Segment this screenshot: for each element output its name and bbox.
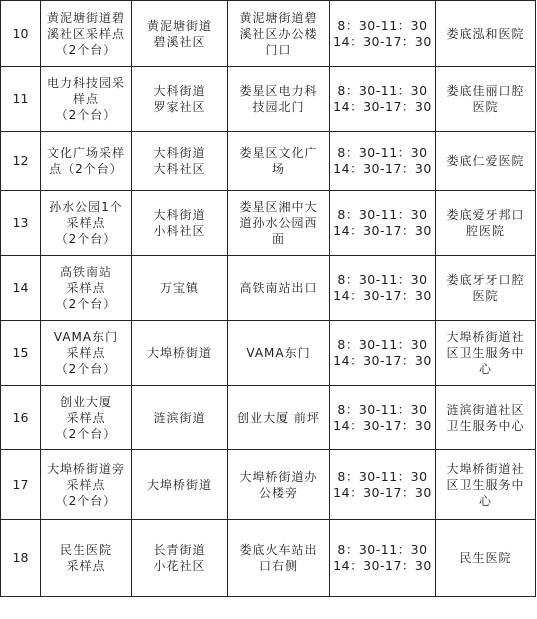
sampling-site-line: 高铁南站 bbox=[59, 265, 112, 279]
address-cell bbox=[228, 520, 330, 597]
sampling-site-line: 大埠桥街道旁 bbox=[46, 461, 125, 476]
table-row bbox=[1, 386, 536, 450]
time-line: 8：30-11：30 bbox=[337, 542, 428, 557]
sampling-site-line: （2个台） bbox=[55, 232, 117, 246]
sampling-site-line: （2个台） bbox=[55, 493, 117, 508]
sampling-site-line: 点（2个台） bbox=[49, 162, 123, 176]
sampling-site-line: （2个台） bbox=[55, 108, 117, 122]
community-cell bbox=[132, 191, 228, 256]
community-line: 大科社区 bbox=[153, 162, 206, 176]
sampling-site-cell bbox=[41, 132, 132, 191]
address-cell bbox=[228, 1, 330, 67]
sampling-site-line: 采样点 bbox=[66, 346, 106, 360]
sampling-site-cell bbox=[41, 520, 132, 597]
time-line: 14：30-17：30 bbox=[333, 417, 432, 433]
row-number-cell: 14 bbox=[1, 256, 41, 321]
community-line: 小科社区 bbox=[153, 224, 206, 238]
address-line: 黄泥塘街道碧 bbox=[239, 10, 318, 25]
address-line: 娄底火车站出 bbox=[239, 543, 318, 557]
time-cell bbox=[330, 1, 436, 67]
community-line: 大埠桥街道 bbox=[146, 477, 212, 492]
address-line: 娄星区电力科 bbox=[239, 84, 318, 98]
hospital-cell bbox=[436, 191, 536, 256]
time-line: 14：30-17：30 bbox=[333, 558, 432, 573]
row-number-cell: 10 bbox=[1, 1, 41, 67]
sampling-site-line: 采样点 bbox=[66, 410, 106, 425]
time-cell bbox=[330, 386, 436, 450]
time-cell bbox=[330, 67, 436, 132]
address-line: 公楼旁 bbox=[258, 485, 298, 500]
table-row bbox=[1, 256, 536, 321]
address-line: 场 bbox=[271, 162, 285, 176]
address-cell bbox=[228, 191, 330, 256]
time-line: 8：30-11：30 bbox=[337, 17, 428, 33]
community-cell bbox=[132, 1, 228, 67]
hospital-line: 心 bbox=[478, 362, 492, 376]
sampling-site-line: 采样点 bbox=[66, 477, 106, 492]
time-line: 8：30-11：30 bbox=[337, 401, 428, 417]
sampling-site-cell bbox=[41, 191, 132, 256]
community-cell bbox=[132, 520, 228, 597]
table-row bbox=[1, 132, 536, 191]
sampling-site-line: 创业大厦 bbox=[59, 394, 112, 409]
sampling-site-line: （2个台） bbox=[55, 362, 117, 376]
hospital-line: 大埠桥街道社 bbox=[446, 461, 525, 476]
hospital-cell bbox=[436, 1, 536, 67]
sampling-site-cell bbox=[41, 67, 132, 132]
sampling-site-line: 孙水公园1个 bbox=[49, 200, 123, 214]
sampling-site-line: （2个台） bbox=[55, 297, 117, 311]
sampling-site-line: （2个台） bbox=[55, 42, 117, 57]
hospital-line: 卫生服务中心 bbox=[446, 418, 525, 433]
time-line: 14：30-17：30 bbox=[333, 223, 432, 238]
address-line: 娄星区湘中大 bbox=[239, 200, 318, 214]
address-line: VAMA东门 bbox=[246, 346, 311, 360]
community-cell bbox=[132, 450, 228, 520]
row-number-cell: 13 bbox=[1, 191, 41, 256]
community-line: 涟滨街道 bbox=[153, 410, 206, 425]
sampling-site-line: 黄泥塘街道碧 bbox=[46, 10, 125, 25]
table-row bbox=[1, 450, 536, 520]
community-cell bbox=[132, 67, 228, 132]
sampling-site-line: 文化广场采样 bbox=[46, 146, 125, 160]
sampling-site-line: VAMA东门 bbox=[53, 330, 119, 344]
community-line: 黄泥塘街道 bbox=[146, 18, 212, 33]
sampling-site-line: 电力科技园采 bbox=[46, 76, 125, 90]
row-number-cell: 11 bbox=[1, 67, 41, 132]
hospital-line: 区卫生服务中 bbox=[446, 477, 525, 492]
time-cell bbox=[330, 450, 436, 520]
table-row bbox=[1, 520, 536, 597]
sampling-site-line: 民生医院 bbox=[59, 543, 112, 557]
sampling-site-cell bbox=[41, 321, 132, 386]
address-line: 溪社区办公楼 bbox=[239, 26, 318, 41]
address-cell bbox=[228, 321, 330, 386]
time-line: 14：30-17：30 bbox=[333, 99, 432, 114]
community-line: 大科街道 bbox=[153, 84, 206, 98]
hospital-cell bbox=[436, 256, 536, 321]
community-line: 万宝镇 bbox=[159, 281, 199, 295]
hospital-line: 大埠桥街道社 bbox=[446, 330, 525, 344]
hospital-line: 娄底泓和医院 bbox=[446, 26, 525, 41]
time-cell bbox=[330, 191, 436, 256]
community-cell bbox=[132, 256, 228, 321]
hospital-cell bbox=[436, 321, 536, 386]
address-line: 口右侧 bbox=[258, 559, 298, 573]
time-line: 8：30-11：30 bbox=[337, 337, 428, 352]
sampling-site-line: 溪社区采样点 bbox=[46, 26, 125, 41]
address-cell bbox=[228, 256, 330, 321]
address-cell bbox=[228, 67, 330, 132]
address-line: 娄星区文化广 bbox=[239, 146, 318, 160]
time-line: 8：30-11：30 bbox=[337, 145, 428, 160]
row-number-cell: 15 bbox=[1, 321, 41, 386]
hospital-line: 医院 bbox=[472, 289, 499, 303]
hospital-cell bbox=[436, 386, 536, 450]
hospital-cell bbox=[436, 67, 536, 132]
time-line: 8：30-11：30 bbox=[337, 468, 428, 484]
address-cell bbox=[228, 132, 330, 191]
hospital-line: 娄底爱牙邦口 bbox=[446, 208, 525, 222]
hospital-line: 区卫生服务中 bbox=[446, 346, 525, 360]
time-cell bbox=[330, 520, 436, 597]
address-line: 创业大厦 前坪 bbox=[237, 410, 320, 425]
row-number-cell: 18 bbox=[1, 520, 41, 597]
time-line: 14：30-17：30 bbox=[333, 288, 432, 303]
sampling-site-line: （2个台） bbox=[55, 426, 117, 441]
hospital-line: 腔医院 bbox=[465, 224, 505, 238]
sampling-site-cell bbox=[41, 450, 132, 520]
community-line: 大埠桥街道 bbox=[146, 346, 212, 360]
sampling-site-cell bbox=[41, 386, 132, 450]
address-line: 大埠桥街道办 bbox=[239, 469, 318, 484]
time-cell bbox=[330, 321, 436, 386]
community-line: 罗家社区 bbox=[153, 100, 206, 114]
hospital-line: 心 bbox=[478, 493, 492, 508]
row-number-cell: 17 bbox=[1, 450, 41, 520]
hospital-line: 民生医院 bbox=[459, 551, 512, 565]
sampling-site-line: 采样点 bbox=[66, 559, 106, 573]
table-row bbox=[1, 191, 536, 256]
hospital-line: 医院 bbox=[472, 100, 499, 114]
time-line: 8：30-11：30 bbox=[337, 207, 428, 222]
time-line: 14：30-17：30 bbox=[333, 484, 432, 500]
row-number-cell: 16 bbox=[1, 386, 41, 450]
hospital-line: 娄底仁爱医院 bbox=[446, 154, 525, 168]
sampling-site-line: 样点 bbox=[72, 92, 99, 106]
community-line: 小花社区 bbox=[153, 559, 206, 573]
table-row bbox=[1, 321, 536, 386]
time-cell bbox=[330, 256, 436, 321]
community-line: 长青街道 bbox=[153, 543, 206, 557]
time-line: 14：30-17：30 bbox=[333, 33, 432, 49]
sampling-site-line: 采样点 bbox=[66, 216, 106, 230]
community-cell bbox=[132, 386, 228, 450]
community-line: 碧溪社区 bbox=[153, 34, 206, 49]
community-cell bbox=[132, 321, 228, 386]
community-line: 大科街道 bbox=[153, 208, 206, 222]
sampling-site-line: 采样点 bbox=[66, 281, 106, 295]
table-row bbox=[1, 67, 536, 132]
row-number-cell: 12 bbox=[1, 132, 41, 191]
address-line: 道孙水公园西 bbox=[239, 216, 318, 230]
community-cell bbox=[132, 132, 228, 191]
community-line: 大科街道 bbox=[153, 146, 206, 160]
address-cell bbox=[228, 450, 330, 520]
address-line: 技园北门 bbox=[252, 100, 305, 114]
address-line: 门口 bbox=[265, 42, 292, 57]
address-line: 高铁南站出口 bbox=[239, 281, 318, 295]
hospital-line: 娄底牙牙口腔 bbox=[446, 273, 525, 287]
hospital-cell bbox=[436, 450, 536, 520]
sampling-site-cell bbox=[41, 256, 132, 321]
address-cell bbox=[228, 386, 330, 450]
time-line: 8：30-11：30 bbox=[337, 272, 428, 287]
time-cell bbox=[330, 132, 436, 191]
time-line: 8：30-11：30 bbox=[337, 83, 428, 98]
hospital-cell bbox=[436, 132, 536, 191]
sampling-site-cell bbox=[41, 1, 132, 67]
address-line: 面 bbox=[271, 232, 285, 246]
hospital-cell bbox=[436, 520, 536, 597]
table-body bbox=[1, 1, 536, 597]
time-line: 14：30-17：30 bbox=[333, 161, 432, 176]
time-line: 14：30-17：30 bbox=[333, 353, 432, 368]
table-row bbox=[1, 1, 536, 67]
hospital-line: 娄底佳丽口腔 bbox=[446, 84, 525, 98]
hospital-line: 涟滨街道社区 bbox=[446, 402, 525, 417]
